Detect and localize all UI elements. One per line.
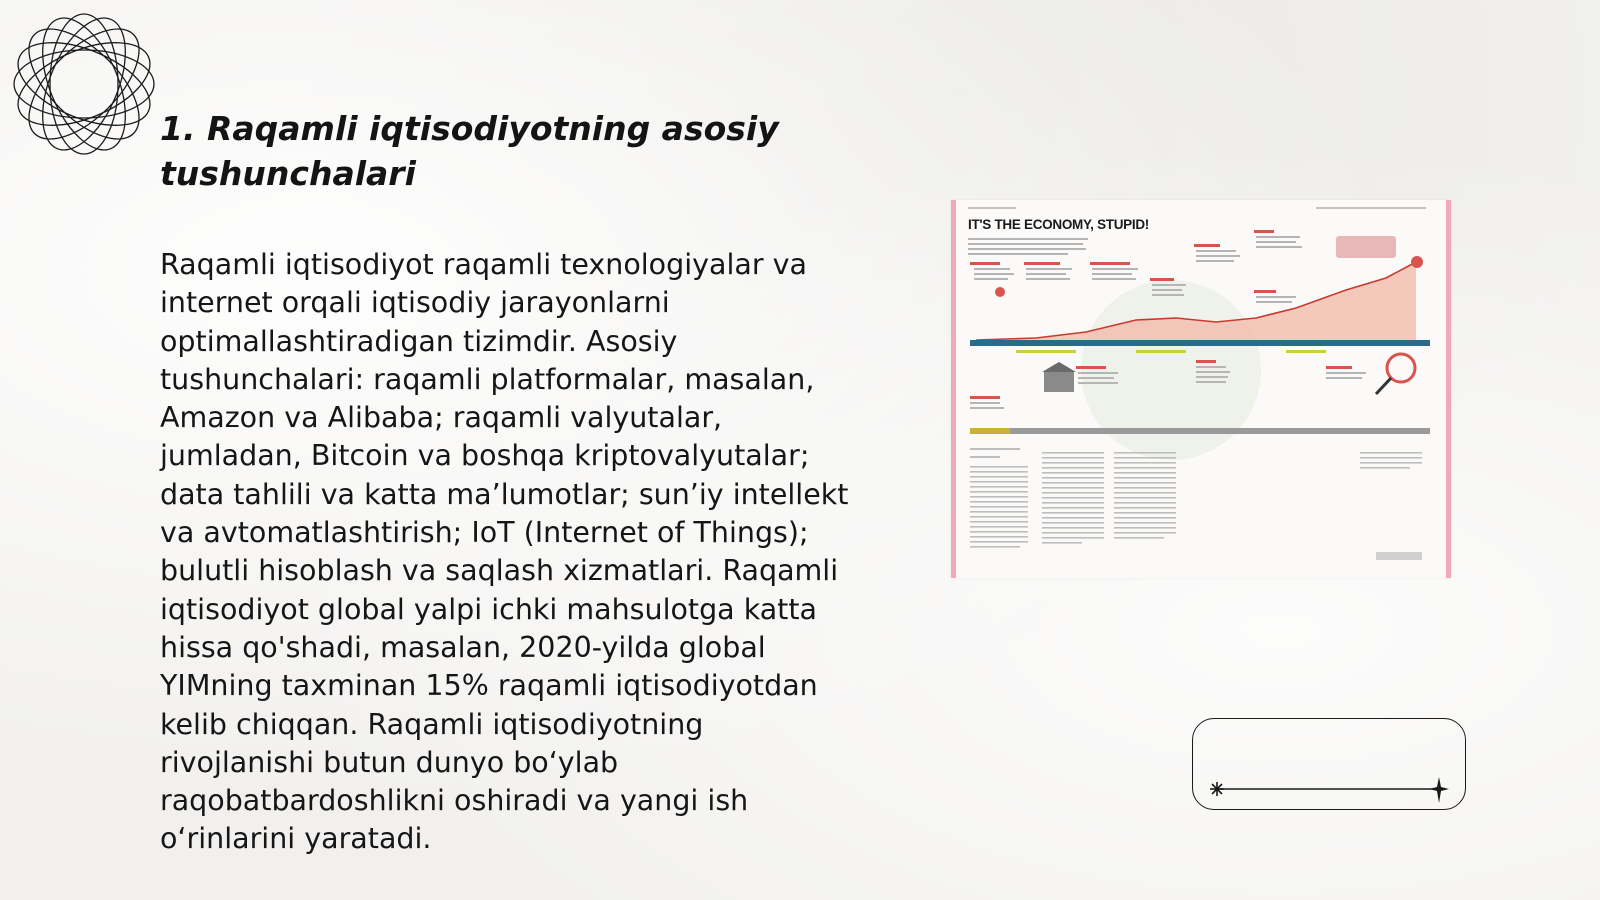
slide-title: 1. Raqamli iqtisodiyotning asosiy tushunchalari [160, 109, 779, 193]
slide-body-text: Raqamli iqtisodiyot raqamli texnologiyalar va internet orqali iqtisodiy jarayonlarni optimallashtiradigan tizimdir. Asosiy tushunchalari: raqamli platformalar, masalan, Amazon va Alibaba; raqamli valyutalar, jumladan, Bitcoin va boshqa kriptovalyutalar; data tahlili va katta ma’lumotlar; sun’iy intellekt va avtomatlashtirish; IoT (Internet of Things); bulutli hisoblash va saqlash xizmatlari. Raqamli iqtisodiyot global yalpi ichki mahsulotga katta hissa qo'shadi, masalan, 2020-yilda global YIMning taxminan 15% raqamli iqtisodiyotdan kelib chiqqan. Raqamli iqtisodiyotning rivojlanishi butun dunyo bo‘ylab raqobatbardoshlikni oshiradi va yangi ish o‘rinlarini yaratadi. [160, 248, 849, 856]
infographic-artwork [956, 200, 1446, 578]
infographic-headline: IT'S THE ECONOMY, STUPID! [968, 217, 1149, 232]
circular-rosette-icon [10, 10, 158, 158]
decorative-line-graphic [1193, 719, 1467, 811]
sparkle-icon [1210, 782, 1224, 796]
economy-infographic-image [951, 200, 1451, 578]
decorative-line-frame [1192, 718, 1466, 810]
four-point-star-icon [1429, 777, 1449, 803]
